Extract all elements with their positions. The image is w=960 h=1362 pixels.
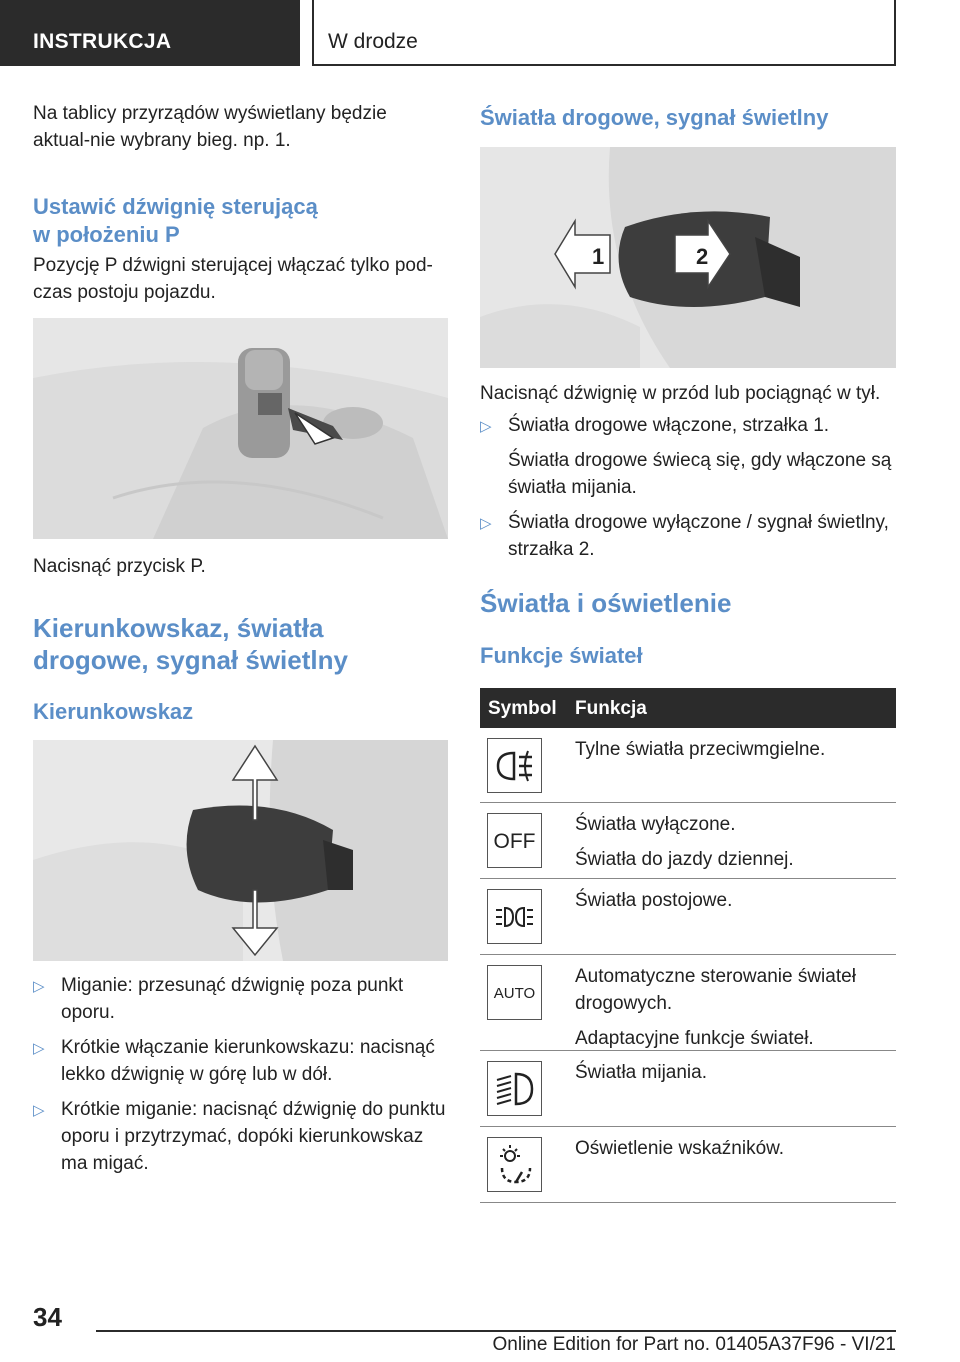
auto-lights-icon <box>487 965 542 1020</box>
intro-paragraph: Na tablicy przyrządów wyświetlany będzie aktual‐nie wybrany bieg. np. 1. <box>33 103 387 151</box>
low-beam-icon <box>487 1061 542 1116</box>
lights-heading: Światła i oświetlenie <box>480 588 732 618</box>
high-beam-list <box>480 412 896 571</box>
table-row <box>480 803 896 879</box>
instrument-lighting-icon <box>487 1137 542 1192</box>
table-row <box>480 728 896 803</box>
high-beam-heading: Światła drogowe, sygnał świetlny <box>480 105 829 130</box>
table-header <box>480 688 896 728</box>
parking-lights-icon <box>487 889 542 944</box>
page-number: 34 <box>33 1302 62 1332</box>
table-row <box>480 955 896 1051</box>
function-text: Automatyczne sterowanie świateł drogowych. Adaptacyjne funkcje świateł. <box>575 966 856 1049</box>
function-text: Oświetlenie wskaźników. <box>575 1138 785 1159</box>
park-paragraph: Pozycję P dźwigni sterującej włączać tylko pod‐czas postoju pojazdu. <box>33 255 433 303</box>
table-row <box>480 1127 896 1203</box>
table-row <box>480 1051 896 1127</box>
bullet-icon: ▷ <box>480 418 492 435</box>
bullet-icon: ▷ <box>480 515 492 532</box>
off-icon <box>487 813 542 868</box>
light-functions-table <box>480 688 896 1203</box>
bullet-icon: ▷ <box>33 1040 45 1057</box>
rear-fog-light-icon <box>487 738 542 793</box>
function-text: Światła mijania. <box>575 1062 707 1083</box>
turn-heading: Kierunkowskaz <box>33 699 194 724</box>
list-item: ▷ Krótkie miganie: nacisnąć dźwignię do punktu oporu i przytrzymać, dopóki kierunkowskaz ma migać. <box>33 1099 446 1174</box>
list-item: ▷ Światła drogowe wyłączone / sygnał świetlny, strzałka 2. <box>480 512 889 560</box>
turn-signal-lever-image <box>33 740 448 961</box>
arrow-2-label: 2 <box>696 244 709 269</box>
svg-text:AUTO: AUTO <box>493 985 536 1002</box>
high-beam-lever-image <box>480 147 896 368</box>
footer-edition: Online Edition for Part no. 01405A37F96 - VI/21 <box>492 1334 896 1355</box>
park-heading: Ustawić dźwignię sterującą w położeniu P <box>33 194 318 247</box>
park-caption: Nacisnąć przycisk P. <box>33 556 206 577</box>
function-text: Tylne światła przeciwmgielne. <box>575 739 826 760</box>
signal-heading: Kierunkowskaz, światła drogowe, sygnał świetlny <box>33 613 348 675</box>
high-beam-paragraph: Nacisnąć dźwignię w przód lub pociągnąć w tył. <box>480 383 881 404</box>
function-text: Światła wyłączone. Światła do jazdy dziennej. <box>575 814 794 870</box>
column-header-function: Funkcja <box>575 698 647 719</box>
list-item: ▷ Krótkie włączanie kierunkowskazu: nacisnąć lekko dźwignię w górę lub w dół. <box>33 1037 435 1085</box>
header-chapter-tab <box>312 0 896 66</box>
list-item: ▷ Miganie: przesunąć dźwignię poza punkt oporu. <box>33 975 404 1023</box>
svg-text:OFF: OFF <box>493 830 536 853</box>
functions-heading: Funkcje świateł <box>480 643 643 668</box>
footer-divider <box>96 1330 896 1332</box>
list-item: ▷ Światła drogowe włączone, strzałka 1. Światła drogowe świecą się, gdy włączone są światła mijania. <box>480 415 892 498</box>
bullet-icon: ▷ <box>33 1102 45 1119</box>
function-text: Światła postojowe. <box>575 890 733 911</box>
header-section-tab <box>0 0 300 66</box>
arrow-1-label: 1 <box>592 244 605 269</box>
gear-selector-image <box>33 318 448 539</box>
turn-list <box>33 972 448 1185</box>
column-header-symbol: Symbol <box>488 698 557 719</box>
header-section-label: INSTRUKCJA <box>33 30 172 53</box>
header-chapter-label: W drodze <box>328 30 418 53</box>
table-row <box>480 879 896 955</box>
bullet-icon: ▷ <box>33 978 45 995</box>
